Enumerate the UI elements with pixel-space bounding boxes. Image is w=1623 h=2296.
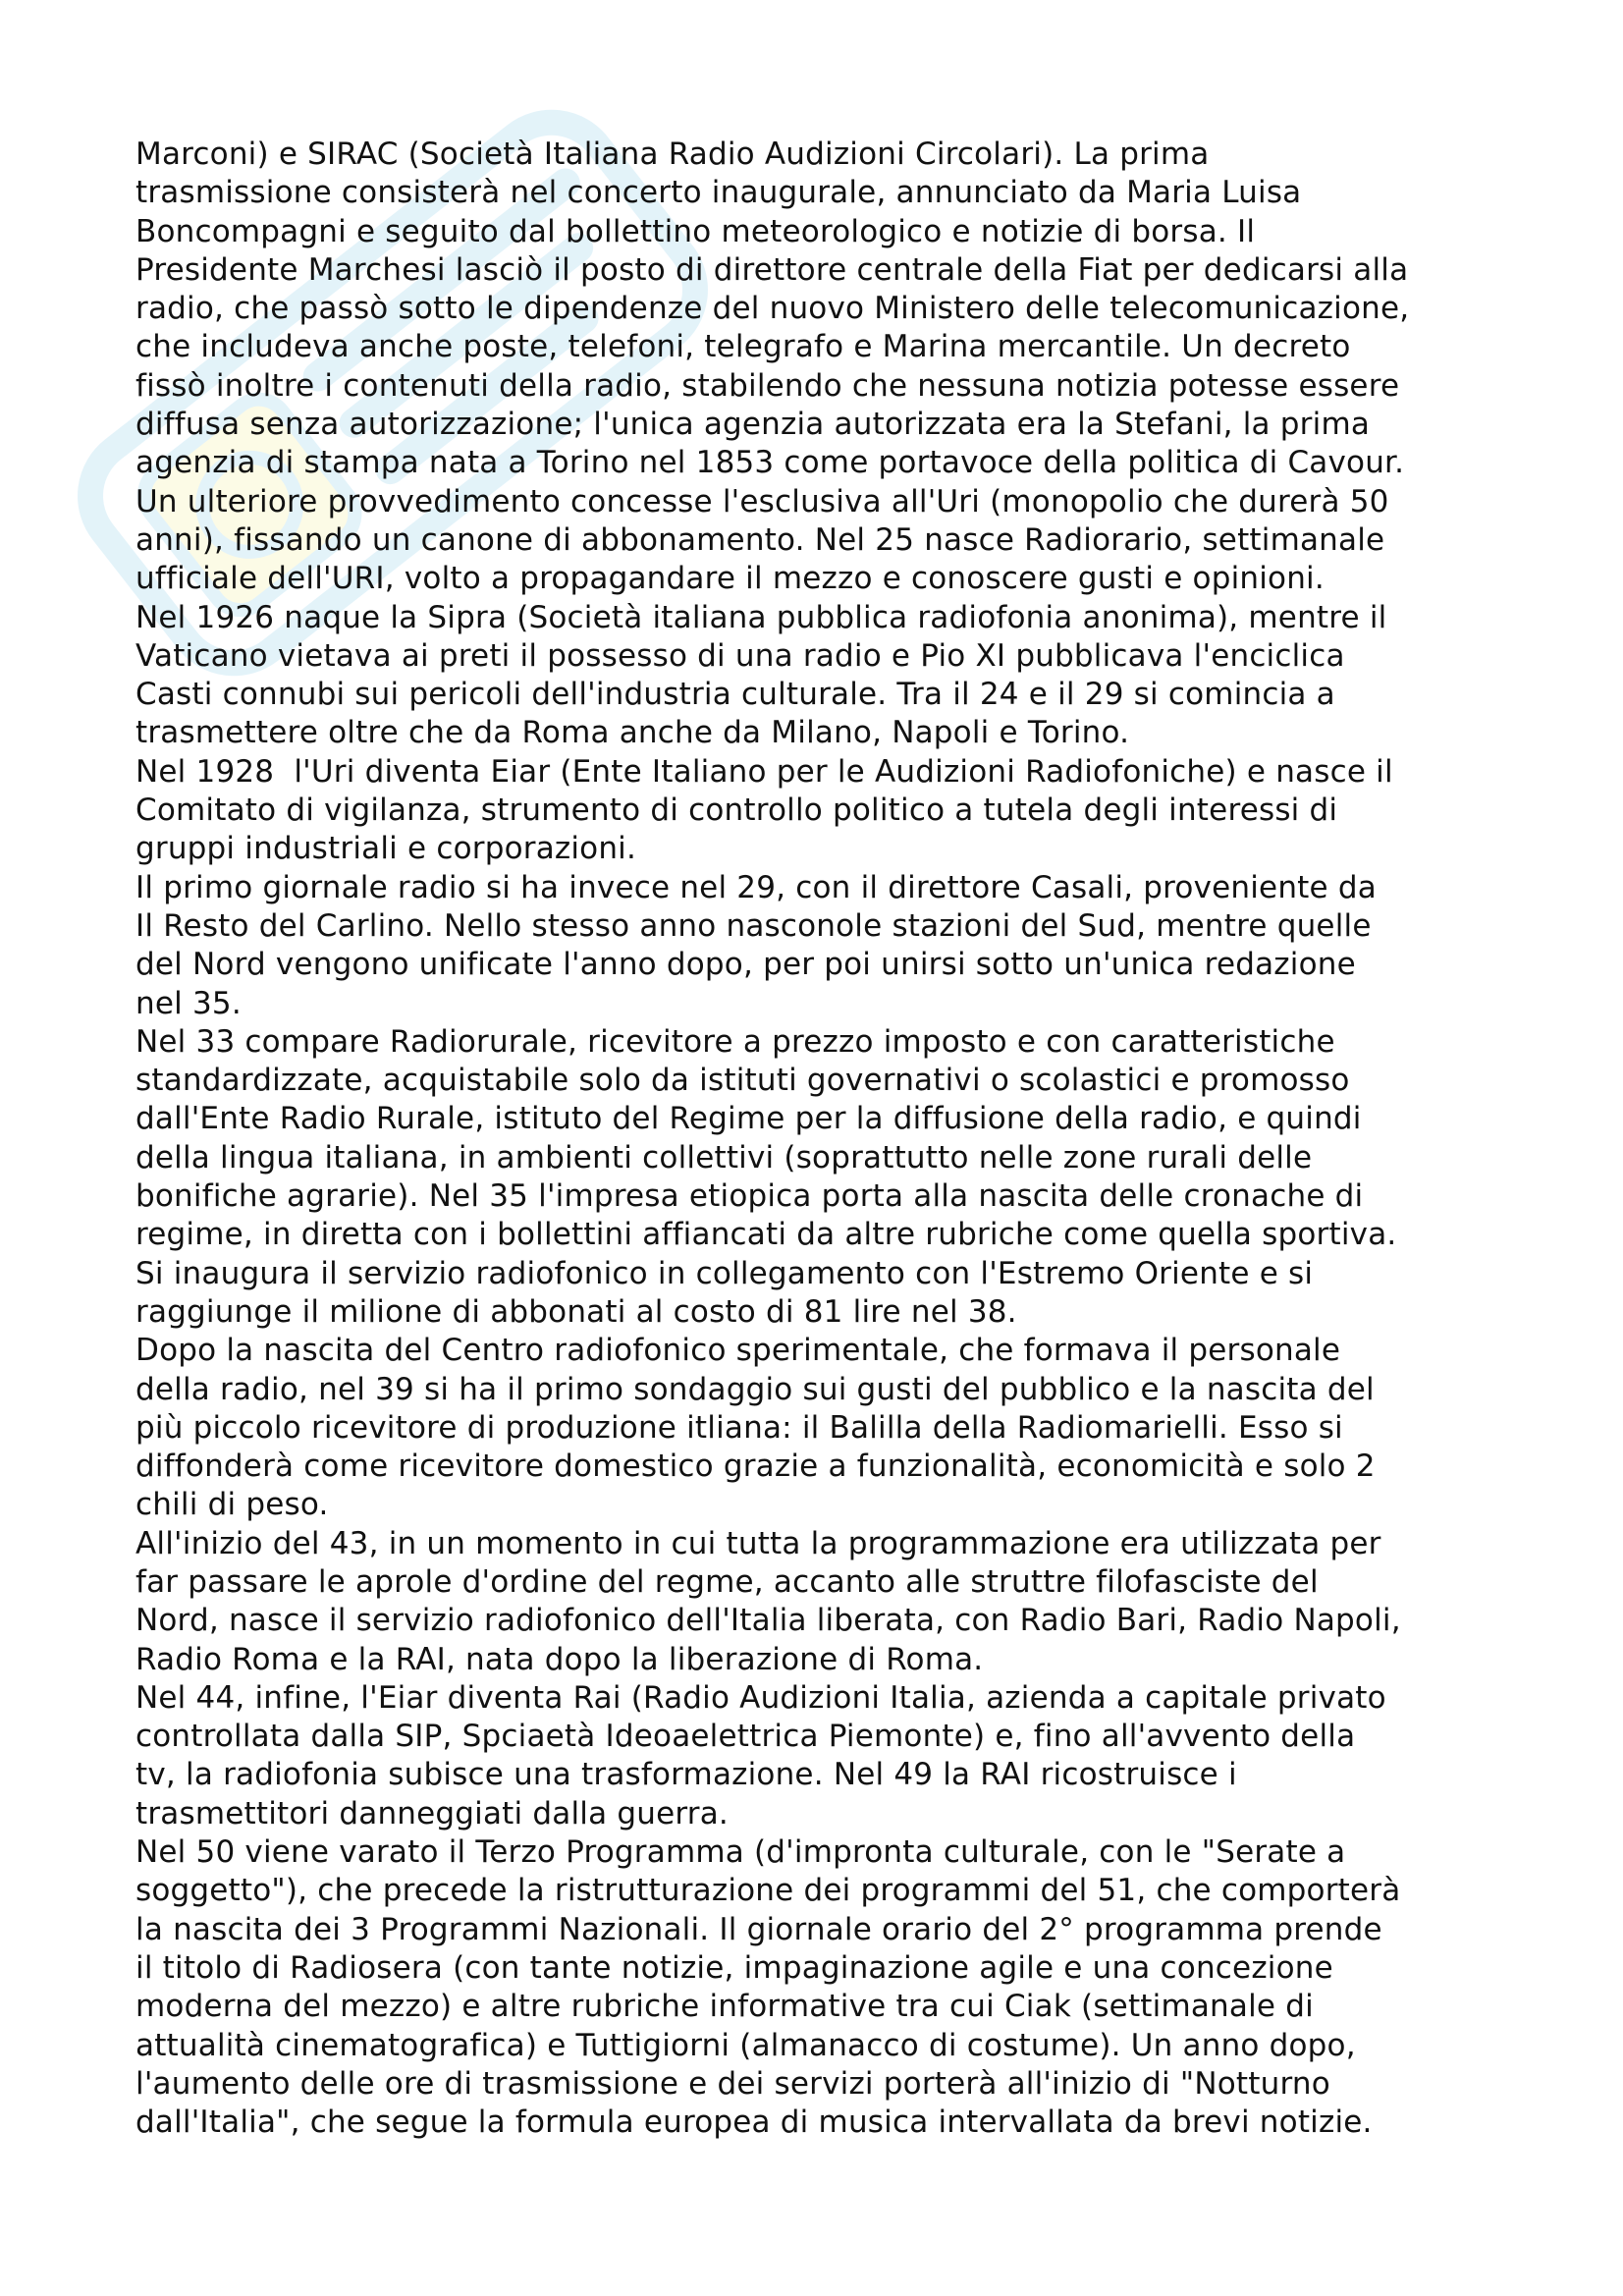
text-line: Nel 1926 naque la Sipra (Società italiana pubblica radiofonia anonima), mentre il	[135, 599, 1387, 635]
text-line: che includeva anche poste, telefoni, telegrafo e Marina mercantile. Un decreto	[135, 329, 1351, 365]
text-line: radio, che passò sotto le dipendenze del nuovo Ministero delle telecomunicazione,	[135, 291, 1410, 327]
text-line: moderna del mezzo) e altre rubriche informative tra cui Ciak (settimanale di	[135, 1989, 1314, 2025]
text-line: Casti connubi sui pericoli dell'industria culturale. Tra il 24 e il 29 si comincia a	[135, 677, 1335, 713]
text-line: Si inaugura il servizio radiofonico in collegamento con l'Estremo Oriente e si	[135, 1255, 1314, 1291]
text-line: trasmettitori danneggiati dalla guerra.	[135, 1795, 729, 1831]
text-line: gruppi industriali e corporazioni.	[135, 831, 637, 867]
text-line: più piccolo ricevitore di produzione itliana: il Balilla della Radiomarielli. Esso si	[135, 1409, 1343, 1446]
text-line: l'aumento delle ore di trasmissione e dei servizi porterà all'inizio di "Notturno	[135, 2065, 1330, 2102]
text-line: Nel 33 compare Radiorurale, ricevitore a prezzo imposto e con caratteristiche	[135, 1023, 1335, 1060]
text-line: agenzia di stampa nata a Torino nel 1853 come portavoce della politica di Cavour.	[135, 445, 1405, 481]
text-line: trasmissione consisterà nel concerto inaugurale, annunciato da Maria Luisa	[135, 175, 1302, 211]
text-line: chili di peso.	[135, 1487, 329, 1523]
text-line: Nord, nasce il servizio radiofonico dell'Italia liberata, con Radio Bari, Radio Napoli,	[135, 1603, 1401, 1639]
text-line: trasmettere oltre che da Roma anche da Milano, Napoli e Torino.	[135, 715, 1130, 751]
text-line: controllata dalla SIP, Spciaetà Ideoaelettrica Piemonte) e, fino all'avvento della	[135, 1719, 1356, 1755]
text-line: regime, in diretta con i bollettini affiancati da altre rubriche come quella sportiva.	[135, 1217, 1397, 1253]
text-line: Dopo la nascita del Centro radiofonico sperimentale, che formava il personale	[135, 1333, 1341, 1369]
text-line: Marconi) e SIRAC (Società Italiana Radio Audizioni Circolari). La prima	[135, 137, 1210, 172]
text-line: anni), fissando un canone di abbonamento. Nel 25 nasce Radiorario, settimanale	[135, 521, 1385, 558]
text-line: la nascita dei 3 Programmi Nazionali. Il giornale orario del 2° programma prende	[135, 1911, 1382, 1947]
text-line: Presidente Marchesi lasciò il posto di direttore centrale della Fiat per dedicarsi alla	[135, 251, 1409, 288]
text-line: Nel 44, infine, l'Eiar diventa Rai (Radio Audizioni Italia, azienda a capitale privato	[135, 1679, 1386, 1716]
text-line: nel 35.	[135, 985, 242, 1021]
text-line: Il Resto del Carlino. Nello stesso anno nasconole stazioni del Sud, mentre quelle	[135, 907, 1372, 944]
text-line: Vaticano vietava ai preti il possesso di una radio e Pio XI pubblicava l'enciclica	[135, 637, 1345, 674]
text-line: soggetto"), che precede la ristrutturazione dei programmi del 51, che comporterà	[135, 1873, 1401, 1909]
text-line: dall'Ente Radio Rurale, istituto del Regime per la diffusione della radio, e quindi	[135, 1101, 1362, 1137]
text-line: Boncompagni e seguito dal bollettino meteorologico e notizie di borsa. Il	[135, 213, 1256, 249]
text-line: Radio Roma e la RAI, nata dopo la liberazione di Roma.	[135, 1641, 984, 1677]
text-line: bonifiche agrarie). Nel 35 l'impresa etiopica porta alla nascita delle cronache di	[135, 1178, 1364, 1215]
text-line: del Nord vengono unificate l'anno dopo, per poi unirsi sotto un'unica redazione	[135, 947, 1356, 983]
text-line: Nel 50 viene varato il Terzo Programma (d'impronta culturale, con le "Serate a	[135, 1834, 1346, 1871]
text-line: attualità cinematografica) e Tuttigiorni (almanacco di costume). Un anno dopo,	[135, 2027, 1356, 2063]
text-line: dall'Italia", che segue la formula europea di musica intervallata da brevi notizie.	[135, 2105, 1373, 2141]
text-line: Comitato di vigilanza, strumento di controllo politico a tutela degli interessi di	[135, 793, 1338, 829]
text-line: far passare le aprole d'ordine del regme, accanto alle struttre filofasciste del	[135, 1563, 1319, 1600]
text-line: All'inizio del 43, in un momento in cui tutta la programmazione era utilizzata per	[135, 1525, 1381, 1561]
text-line: tv, la radiofonia subisce una trasformazione. Nel 49 la RAI ricostruisce i	[135, 1757, 1237, 1793]
text-line: della radio, nel 39 si ha il primo sondaggio sui gusti del pubblico e la nascita del	[135, 1371, 1375, 1407]
text-line: Il primo giornale radio si ha invece nel 29, con il direttore Casali, proveniente da	[135, 869, 1377, 905]
text-line: Un ulteriore provvedimento concesse l'esclusiva all'Uri (monopolio che durerà 50	[135, 483, 1389, 519]
text-line: diffusa senza autorizzazione; l'unica agenzia autorizzata era la Stefani, la prima	[135, 407, 1371, 443]
text-line: ufficiale dell'URI, volto a propagandare il mezzo e conoscere gusti e opinioni.	[135, 561, 1325, 597]
text-line: diffonderà come ricevitore domestico grazie a funzionalità, economicità e solo 2	[135, 1449, 1376, 1485]
text-line: Nel 1928 l'Uri diventa Eiar (Ente Italiano per le Audizioni Radiofoniche) e nasce il	[135, 753, 1393, 790]
document-body-text	[135, 136, 1510, 2142]
text-line: fissò inoltre i contenuti della radio, stabilendo che nessuna notizia potesse essere	[135, 367, 1400, 404]
text-line: raggiunge il milione di abbonati al costo di 81 lire nel 38.	[135, 1293, 1017, 1330]
text-line: il titolo di Radiosera (con tante notizie, impaginazione agile e una concezione	[135, 1949, 1333, 1986]
text-line: standardizzate, acquistabile solo da istituti governativi o scolastici e promosso	[135, 1063, 1350, 1099]
text-line: della lingua italiana, in ambienti collettivi (soprattutto nelle zone rurali delle	[135, 1139, 1313, 1175]
